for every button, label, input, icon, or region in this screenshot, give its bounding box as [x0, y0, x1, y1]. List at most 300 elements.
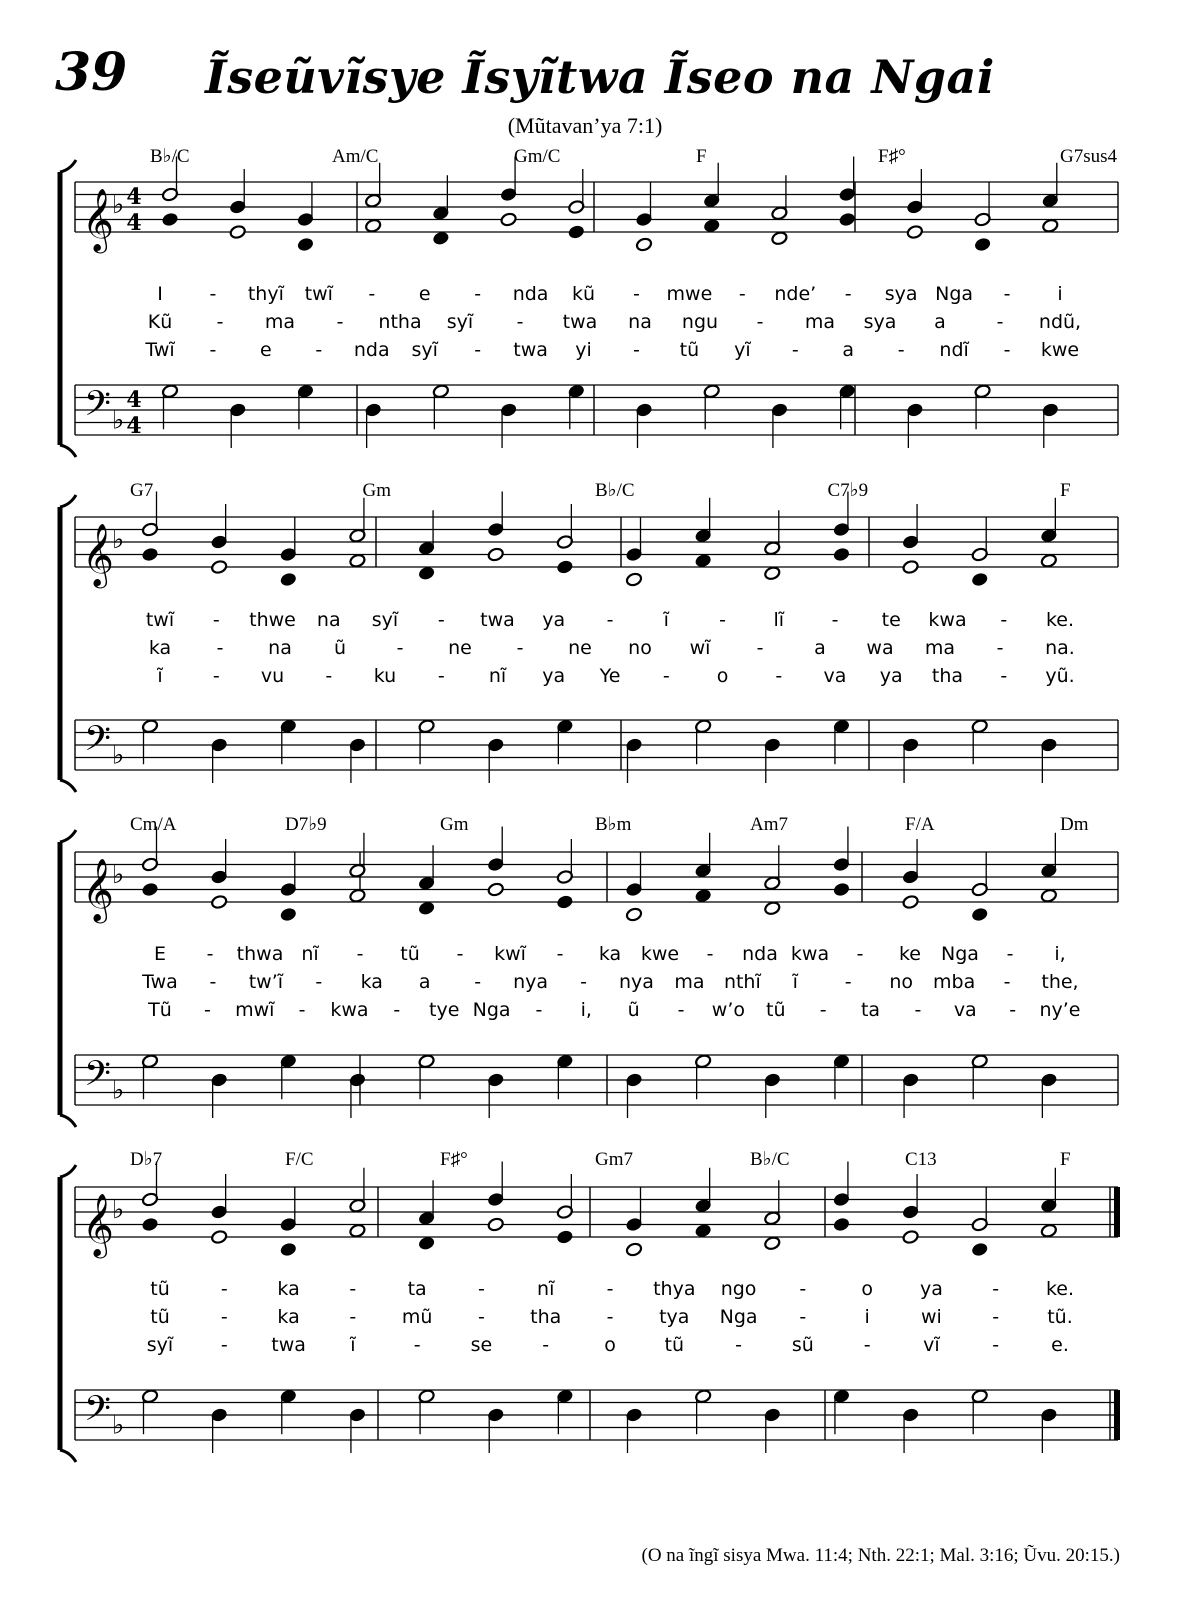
lyric-syllable: a	[814, 637, 826, 659]
lyric-syllable: ke.	[1045, 1278, 1075, 1300]
lyric-line-1	[146, 609, 1074, 631]
notehead	[1040, 553, 1057, 568]
lyric-hyphen: -	[212, 609, 220, 631]
lyric-syllable: twa	[480, 609, 515, 631]
lyric-syllable: Nga	[472, 999, 511, 1021]
lyric-syllable: mwĩ	[235, 999, 275, 1021]
lyric-hyphen: -	[606, 609, 614, 631]
notehead	[974, 237, 991, 252]
flat-key-icon: ♭	[112, 740, 125, 771]
lyric-hyphen: -	[606, 1306, 614, 1328]
lyric-hyphen: -	[209, 971, 217, 993]
notehead	[695, 553, 712, 568]
treble-staff	[75, 517, 1118, 567]
lyric-syllable: Twa	[142, 971, 178, 993]
bass-staff	[75, 1390, 1118, 1440]
bass-clef-icon: 𝄢	[84, 1388, 112, 1437]
lyric-hyphen: -	[791, 339, 799, 361]
notehead	[971, 1242, 988, 1257]
lyric-syllable: I	[157, 283, 163, 305]
notehead	[280, 1242, 297, 1257]
lyric-syllable: e	[260, 339, 272, 361]
lyric-line-3	[144, 339, 1079, 361]
lyric-syllable: Tũ	[148, 999, 172, 1021]
lyric-hyphen: -	[992, 1306, 1000, 1328]
lyric-syllable: nya	[619, 971, 654, 993]
notehead	[487, 1217, 504, 1232]
final-barline	[1114, 1390, 1120, 1440]
lyric-hyphen: -	[474, 283, 482, 305]
lyric-hyphen: -	[396, 637, 404, 659]
chord-symbol: B♭/C	[750, 1149, 790, 1170]
system-3	[60, 814, 1118, 1127]
lyric-hyphen: -	[220, 1306, 228, 1328]
notehead	[771, 231, 788, 246]
lyric-syllable: na	[316, 609, 341, 631]
notehead	[365, 218, 382, 233]
lyric-syllable: yũ.	[1045, 665, 1075, 687]
notehead	[764, 566, 781, 581]
flat-key-icon: ♭	[112, 1410, 125, 1441]
notehead	[556, 895, 573, 910]
lyric-hyphen: -	[368, 283, 376, 305]
lyric-syllable: te	[881, 609, 901, 631]
lyric-syllable: thya	[653, 1278, 696, 1300]
lyric-syllable: twĩ	[145, 609, 175, 631]
lyric-syllable: nda	[353, 339, 390, 361]
lyric-syllable: tũ	[150, 1306, 170, 1328]
notehead	[695, 1223, 712, 1238]
lyric-syllable: ne	[568, 637, 592, 659]
notehead	[695, 888, 712, 903]
lyric-hyphen: -	[325, 665, 333, 687]
notehead	[418, 1236, 435, 1251]
lyric-hyphen: -	[542, 1334, 550, 1356]
lyric-syllable: Nga	[941, 943, 979, 965]
lyric-syllable: ĩ	[157, 665, 163, 687]
lyric-syllable: nĩ	[301, 943, 319, 965]
lyric-syllable: twa	[271, 1334, 306, 1356]
bracket-top-hook	[60, 495, 76, 507]
lyric-hyphen: -	[756, 311, 764, 333]
notehead	[487, 882, 504, 897]
notehead	[349, 1223, 366, 1238]
lyric-syllable: i,	[580, 999, 592, 1021]
lyric-hyphen: -	[516, 311, 524, 333]
system-bracket	[60, 495, 76, 792]
lyric-hyphen: -	[996, 637, 1004, 659]
notehead	[280, 907, 297, 922]
lyric-hyphen: -	[1000, 665, 1008, 687]
notehead	[349, 553, 366, 568]
lyric-syllable: e.	[1051, 1334, 1069, 1356]
notehead	[418, 901, 435, 916]
lyric-hyphen: -	[996, 311, 1004, 333]
lyric-hyphen: -	[662, 665, 670, 687]
lyric-syllable: kwĩ	[494, 943, 526, 965]
notehead	[141, 882, 158, 897]
lyric-syllable: tye	[429, 999, 460, 1021]
lyric-syllable: yĩ	[734, 339, 751, 361]
lyric-hyphen: -	[474, 971, 482, 993]
lyric-hyphen: -	[315, 971, 323, 993]
lyric-syllable: syĩ	[371, 609, 399, 631]
treble-clef-icon: 𝄞	[82, 858, 114, 921]
notehead	[141, 547, 158, 562]
lyric-hyphen: -	[516, 637, 524, 659]
lyric-hyphen: -	[315, 339, 323, 361]
flat-key-icon: ♭	[112, 1075, 125, 1106]
notehead	[487, 547, 504, 562]
lyric-syllable: ka	[148, 637, 172, 659]
lyric-syllable: ta	[407, 1278, 427, 1300]
lyric-hyphen: -	[209, 339, 217, 361]
lyric-hyphen: -	[216, 311, 224, 333]
notehead	[229, 225, 246, 240]
lyric-hyphen: -	[863, 1334, 871, 1356]
treble-clef-icon: 𝄞	[82, 523, 114, 586]
chord-symbol: F/C	[285, 1149, 314, 1170]
lyric-syllable: mba	[933, 971, 976, 993]
lyric-syllable: sya	[863, 311, 897, 333]
lyric-syllable: ka	[277, 1306, 300, 1328]
notehead	[211, 560, 228, 575]
lyric-syllable: ũ	[333, 637, 347, 659]
lyric-syllable: ntha	[378, 311, 422, 333]
flat-key-icon: ♭	[112, 190, 125, 220]
lyric-syllable: na	[268, 637, 292, 659]
notehead	[625, 572, 642, 587]
chord-symbol: C13	[905, 1149, 937, 1170]
lyric-syllable: o	[716, 665, 729, 687]
chord-symbol: F	[696, 146, 707, 167]
lyric-hyphen: -	[349, 1278, 357, 1300]
treble-staff	[75, 852, 1118, 902]
lyric-hyphen: -	[1003, 339, 1011, 361]
noteheads	[161, 157, 1058, 449]
chord-symbol: Gm	[362, 480, 391, 501]
lyric-syllable: ĩ	[350, 1334, 356, 1356]
lyric-line-2	[150, 1306, 1073, 1328]
notehead	[418, 566, 435, 581]
time-signature-numerator: 4	[126, 387, 142, 413]
chord-symbol: F♯°	[878, 146, 906, 167]
lyric-syllable: wa	[866, 637, 894, 659]
system-1	[60, 146, 1118, 457]
lyric-line-2	[149, 637, 1075, 659]
lyric-syllable: w’o	[711, 999, 746, 1021]
lyric-syllable: ĩ	[663, 609, 669, 631]
chord-symbol: B♭/C	[595, 480, 635, 501]
bass-clef-icon: 𝄢	[84, 1053, 112, 1102]
lyric-syllable: kwe	[1040, 339, 1080, 361]
notehead	[833, 882, 850, 897]
notehead	[280, 572, 297, 587]
notehead	[971, 572, 988, 587]
lyric-syllable: ke.	[1045, 609, 1075, 631]
lyric-hyphen: -	[775, 665, 783, 687]
lyric-syllable: ya	[542, 609, 566, 631]
lyric-hyphen: -	[413, 1334, 421, 1356]
notehead	[568, 225, 585, 240]
lyric-syllable: Kũ	[147, 311, 173, 333]
notehead	[971, 907, 988, 922]
bracket-bottom-hook	[60, 445, 76, 457]
notehead	[141, 1217, 158, 1232]
chord-symbol: Am7	[750, 814, 788, 835]
lyric-syllable: ĩ	[792, 971, 798, 993]
lyric-syllable: ũ	[627, 999, 640, 1021]
lyric-hyphen: -	[216, 637, 224, 659]
lyric-line-2	[148, 311, 1081, 333]
bracket-top-hook	[60, 830, 76, 842]
lyric-syllable: wi	[921, 1306, 942, 1328]
lyric-syllable: ka	[598, 943, 622, 965]
notehead	[556, 560, 573, 575]
chord-symbol: D♭7	[130, 1149, 163, 1170]
lyric-syllable: i,	[1054, 943, 1066, 965]
lyric-line-1	[150, 1278, 1074, 1300]
bass-staff	[75, 1055, 1118, 1105]
lyric-syllable: a	[934, 311, 946, 333]
lyric-syllable: ndũ,	[1038, 311, 1082, 333]
notehead	[625, 1242, 642, 1257]
hymn-title: Ĩseũvĩsye Ĩsyĩtwa Ĩseo na Ngai	[205, 50, 995, 104]
lyric-hyphen: -	[831, 609, 839, 631]
notehead	[211, 1230, 228, 1245]
lyric-syllable: sũ	[791, 1334, 814, 1356]
lyric-hyphen: -	[298, 999, 306, 1021]
chord-symbol: D7♭9	[285, 814, 327, 835]
lyric-syllable: nĩ	[537, 1278, 555, 1300]
bass-staff	[75, 720, 1118, 770]
lyric-syllable: va	[823, 665, 847, 687]
lyric-hyphen: -	[633, 339, 640, 361]
footer-references: (O na ĩngĩ sisya Mwa. 11:4; Nth. 22:1; Mal. 3:16; Ũvu. 20:15.)	[641, 1545, 1120, 1566]
lyric-hyphen: -	[819, 999, 827, 1021]
lyric-syllable: twa	[562, 311, 598, 333]
scripture-reference: (Mũtavan’ya 7:1)	[507, 113, 663, 138]
lyric-hyphen: -	[556, 943, 564, 965]
lyric-hyphen: -	[856, 943, 864, 965]
lyric-syllable: tya	[659, 1306, 690, 1328]
lyric-hyphen: -	[474, 339, 482, 361]
chord-symbol: F	[1060, 480, 1071, 501]
lyric-syllable: kũ	[572, 283, 596, 305]
bracket-bottom-hook	[60, 1450, 76, 1462]
lyric-hyphen: -	[349, 1306, 357, 1328]
lyric-syllable: ma	[264, 311, 296, 333]
bracket-bottom-hook	[60, 1115, 76, 1127]
lyric-hyphen: -	[799, 1306, 807, 1328]
lyric-syllable: twa	[513, 339, 548, 361]
bracket-top-hook	[60, 160, 76, 172]
treble-staff	[75, 1187, 1118, 1237]
chord-symbol: Am/C	[332, 146, 379, 167]
lyric-hyphen: -	[719, 609, 726, 631]
lyric-syllable: kwa	[928, 609, 967, 631]
lyric-hyphen: -	[535, 999, 543, 1021]
lyric-syllable: no	[628, 637, 652, 659]
lyric-hyphen: -	[1003, 971, 1011, 993]
system-bracket	[60, 1165, 76, 1462]
notehead	[500, 212, 517, 227]
lyric-hyphen: -	[456, 943, 464, 965]
chord-symbol: B♭m	[595, 814, 632, 835]
lyric-hyphen: -	[799, 1278, 807, 1300]
chord-symbol: Dm	[1060, 814, 1089, 835]
notehead	[1040, 1223, 1057, 1238]
lyric-hyphen: -	[1009, 999, 1017, 1021]
notehead	[902, 1230, 919, 1245]
lyric-syllable: a	[418, 971, 431, 993]
chord-symbol: G7sus4	[1060, 146, 1118, 167]
notehead	[833, 547, 850, 562]
lyric-syllable: sya	[884, 283, 918, 305]
notehead	[297, 237, 314, 252]
lyric-syllable: nĩ	[488, 665, 507, 687]
lyric-hyphen: -	[677, 999, 685, 1021]
lyric-syllable: ya	[879, 665, 903, 687]
lyric-hyphen: -	[336, 311, 344, 333]
lyric-syllable: nda	[742, 943, 778, 965]
bracket-bottom-hook	[60, 780, 76, 792]
lyric-syllable: va	[953, 999, 977, 1021]
lyric-hyphen: -	[1006, 943, 1014, 965]
lyric-syllable: Nga	[719, 1306, 758, 1328]
lyric-syllable: nde’	[774, 283, 817, 305]
lyric-syllable: ngo	[720, 1278, 757, 1300]
lyric-hyphen: -	[633, 283, 640, 305]
lyric-syllable: tũ	[766, 999, 786, 1021]
lyric-syllable: no	[889, 971, 914, 993]
lyric-syllable: syĩ	[446, 311, 474, 333]
lyric-syllable: ku	[373, 665, 397, 687]
lyric-syllable: ngu	[681, 311, 719, 333]
lyric-syllable: thwe	[249, 609, 296, 631]
lyric-syllable: Nga	[935, 283, 974, 305]
lyric-syllable: vĩ	[923, 1334, 940, 1356]
chord-symbol: G7	[130, 480, 154, 501]
lyric-syllable: ke	[898, 943, 922, 965]
bracket-top-hook	[60, 1165, 76, 1177]
notehead	[764, 1236, 781, 1251]
lyric-syllable: vu	[260, 665, 285, 687]
lyric-syllable: a	[842, 339, 855, 361]
chord-symbol: F/A	[905, 814, 935, 835]
lyric-syllable: i	[864, 1306, 870, 1328]
lyric-syllable: kwa	[330, 999, 369, 1021]
lyric-hyphen: -	[209, 283, 217, 305]
lyric-syllable: ne	[448, 637, 472, 659]
lyric-syllable: na	[628, 311, 652, 333]
notehead	[635, 237, 652, 252]
notehead	[902, 895, 919, 910]
lyric-syllable: tũ	[664, 1334, 685, 1356]
lyric-hyphen: -	[203, 999, 211, 1021]
lyric-syllable: ya	[919, 1278, 943, 1300]
lyric-syllable: na.	[1045, 637, 1075, 659]
lyric-line-3	[147, 999, 1080, 1021]
notehead	[839, 212, 856, 227]
lyric-syllable: ma	[924, 637, 956, 659]
lyric-hyphen: -	[1000, 609, 1008, 631]
bass-clef-icon: 𝄢	[84, 718, 112, 767]
lyric-syllable: nthĩ	[723, 971, 761, 993]
lyric-syllable: se	[470, 1334, 493, 1356]
notehead	[902, 560, 919, 575]
lyric-syllable: Twĩ	[145, 339, 175, 361]
system-bracket	[60, 830, 76, 1127]
lyric-syllable: twĩ	[304, 283, 333, 305]
lyric-hyphen: -	[437, 665, 445, 687]
lyric-line-1	[157, 283, 1062, 305]
notehead	[1042, 218, 1059, 233]
lyric-syllable: the,	[1041, 971, 1079, 993]
notehead	[349, 888, 366, 903]
lyric-hyphen: -	[212, 665, 220, 687]
lyric-syllable: wĩ	[689, 637, 711, 659]
lyric-syllable: lĩ	[773, 609, 785, 631]
system-2	[60, 480, 1118, 792]
lyric-hyphen: -	[220, 1278, 228, 1300]
lyric-syllable: o	[861, 1278, 873, 1300]
lyric-syllable: syĩ	[411, 339, 438, 361]
lyric-hyphen: -	[756, 637, 764, 659]
chord-symbol: F	[1060, 1149, 1071, 1170]
notehead	[1040, 888, 1057, 903]
flat-key-icon: ♭	[112, 1195, 125, 1225]
lyric-hyphen: -	[706, 943, 714, 965]
lyric-hyphen: -	[992, 1278, 1000, 1300]
lyric-hyphen: -	[606, 1278, 614, 1300]
lyric-syllable: nya	[513, 971, 549, 993]
lyric-syllable: Ye	[599, 665, 621, 687]
lyric-syllable: yi	[575, 339, 592, 361]
chord-symbol: C7♭9	[827, 480, 869, 501]
notehead	[833, 1217, 850, 1232]
flat-key-icon: ♭	[112, 525, 125, 555]
lyric-hyphen: -	[393, 999, 401, 1021]
system-bracket	[60, 160, 76, 457]
lyric-hyphen: -	[580, 971, 587, 993]
notehead	[556, 1230, 573, 1245]
lyric-syllable: mũ	[401, 1306, 433, 1328]
lyric-hyphen: -	[992, 1334, 1000, 1356]
lyric-syllable: o	[604, 1334, 616, 1356]
lyric-hyphen: -	[437, 609, 445, 631]
lyric-syllable: mwe	[666, 283, 713, 305]
lyric-syllable: tũ.	[1047, 1306, 1073, 1328]
lyric-syllable: ta	[860, 999, 881, 1021]
lyric-hyphen: -	[477, 1278, 485, 1300]
chord-symbol: B♭/C	[150, 146, 190, 167]
notehead	[432, 231, 449, 246]
lyric-hyphen: -	[897, 339, 905, 361]
notehead	[764, 901, 781, 916]
treble-clef-icon: 𝄞	[82, 1193, 114, 1256]
lyric-hyphen: -	[206, 943, 214, 965]
lyric-hyphen: -	[844, 283, 852, 305]
lyric-line-1	[154, 943, 1066, 965]
chord-symbol: Gm/C	[514, 146, 561, 167]
lyric-syllable: tũ	[150, 1278, 170, 1300]
lyric-syllable: i	[1057, 283, 1063, 305]
notehead	[703, 218, 720, 233]
lyric-syllable: ny’e	[1039, 999, 1081, 1021]
lyric-line-3	[156, 665, 1074, 687]
system-4	[60, 1149, 1120, 1462]
